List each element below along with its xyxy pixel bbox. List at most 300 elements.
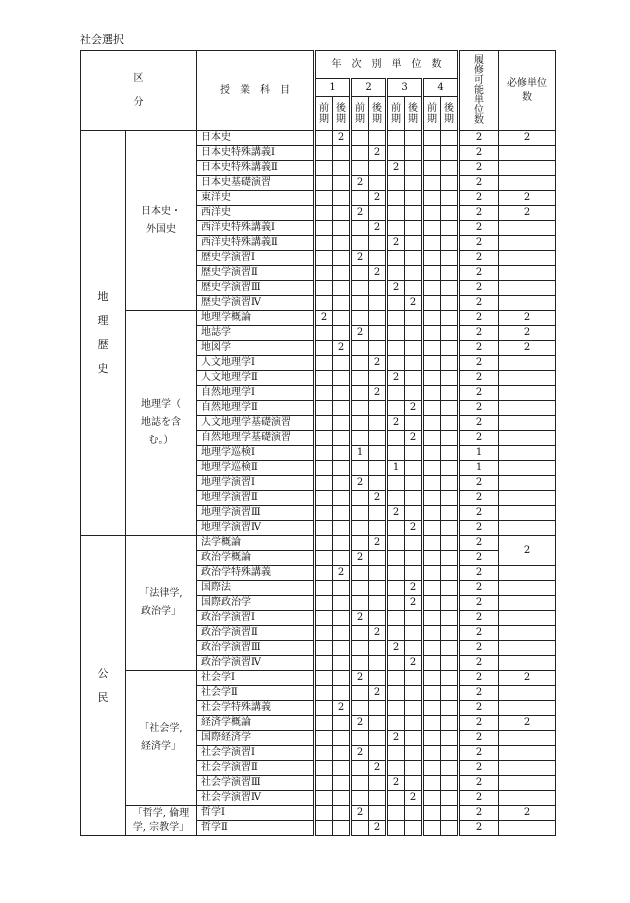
term-unit-cell	[423, 131, 441, 146]
subject-cell: 哲学Ⅰ	[197, 806, 315, 821]
subject-cell: 国際政治学	[197, 596, 315, 611]
subject-cell: 日本史基礎演習	[197, 176, 315, 191]
group-cell: 「法律学, 政治学」	[126, 536, 197, 671]
term-unit-cell	[441, 161, 459, 176]
term-unit-cell	[441, 236, 459, 251]
term-unit-cell	[333, 446, 351, 461]
term-unit-cell	[315, 251, 333, 266]
term-unit-cell	[423, 806, 441, 821]
available-units-cell: 2	[459, 251, 499, 266]
term-unit-cell	[315, 356, 333, 371]
first-term-header: 前 期	[387, 97, 405, 131]
subject-cell: 歴史学演習Ⅲ	[197, 281, 315, 296]
term-unit-cell	[351, 461, 369, 476]
term-unit-cell	[441, 386, 459, 401]
term-unit-cell	[387, 431, 405, 446]
term-unit-cell	[333, 821, 351, 836]
term-unit-cell	[351, 281, 369, 296]
subject-cell: 地理学演習Ⅱ	[197, 491, 315, 506]
term-unit-cell	[387, 656, 405, 671]
term-unit-cell	[423, 311, 441, 326]
term-unit-cell	[333, 491, 351, 506]
second-term-header: 後 期	[333, 97, 351, 131]
term-unit-cell	[315, 626, 333, 641]
term-unit-cell	[441, 581, 459, 596]
term-unit-cell	[351, 626, 369, 641]
term-unit-cell	[441, 806, 459, 821]
term-unit-cell	[441, 791, 459, 806]
term-unit-cell: 2	[351, 206, 369, 221]
available-units-cell: 2	[459, 161, 499, 176]
term-unit-cell: 1	[387, 461, 405, 476]
term-unit-cell	[441, 521, 459, 536]
term-unit-cell	[423, 296, 441, 311]
term-unit-cell	[387, 701, 405, 716]
term-unit-cell	[333, 461, 351, 476]
available-units-cell: 2	[459, 656, 499, 671]
term-unit-cell	[405, 701, 423, 716]
available-units-cell: 2	[459, 731, 499, 746]
term-unit-cell	[315, 296, 333, 311]
term-unit-cell: 2	[405, 296, 423, 311]
subject-cell: 人文地理学基礎演習	[197, 416, 315, 431]
year-3-header: 3	[387, 79, 423, 97]
subject-cell: 自然地理学Ⅰ	[197, 386, 315, 401]
available-units-cell: 2	[459, 236, 499, 251]
term-unit-cell	[441, 446, 459, 461]
term-unit-cell	[423, 716, 441, 731]
available-units-cell: 2	[459, 581, 499, 596]
subject-cell: 政治学特殊講義	[197, 566, 315, 581]
term-unit-cell	[333, 716, 351, 731]
term-unit-cell: 2	[405, 401, 423, 416]
term-unit-cell	[423, 476, 441, 491]
term-unit-cell	[369, 731, 387, 746]
term-unit-cell	[333, 671, 351, 686]
term-unit-cell	[387, 176, 405, 191]
term-unit-cell	[333, 281, 351, 296]
available-units-cell: 2	[459, 671, 499, 686]
term-unit-cell	[387, 746, 405, 761]
required-units-cell	[499, 791, 556, 806]
available-units-cell: 2	[459, 716, 499, 731]
term-unit-cell	[405, 371, 423, 386]
term-unit-cell	[423, 371, 441, 386]
term-unit-cell	[423, 341, 441, 356]
term-unit-cell	[423, 326, 441, 341]
required-units-cell: 2	[499, 716, 556, 731]
second-term-header: 後 期	[369, 97, 387, 131]
term-unit-cell	[441, 251, 459, 266]
subject-cell: 地誌学	[197, 326, 315, 341]
term-unit-cell	[441, 176, 459, 191]
term-unit-cell	[423, 761, 441, 776]
term-unit-cell	[405, 491, 423, 506]
term-unit-cell	[405, 326, 423, 341]
term-unit-cell	[441, 506, 459, 521]
term-unit-cell	[387, 206, 405, 221]
available-units-header: 履修可能単位数	[459, 51, 499, 131]
available-units-cell: 2	[459, 401, 499, 416]
term-unit-cell	[315, 761, 333, 776]
term-unit-cell	[333, 236, 351, 251]
available-units-cell: 2	[459, 521, 499, 536]
available-units-cell: 2	[459, 611, 499, 626]
term-unit-cell: 2	[369, 821, 387, 836]
subject-cell: 西洋史特殊講義Ⅱ	[197, 236, 315, 251]
subject-cell: 地理学巡検Ⅱ	[197, 461, 315, 476]
subject-cell: 社会学演習Ⅰ	[197, 746, 315, 761]
term-unit-cell: 2	[369, 491, 387, 506]
term-unit-cell	[423, 551, 441, 566]
available-units-cell: 1	[459, 446, 499, 461]
term-unit-cell	[351, 521, 369, 536]
term-unit-cell	[351, 491, 369, 506]
term-unit-cell: 2	[405, 656, 423, 671]
required-units-cell	[499, 371, 556, 386]
term-unit-cell	[405, 716, 423, 731]
term-unit-cell	[315, 131, 333, 146]
term-unit-cell	[441, 566, 459, 581]
term-unit-cell: 2	[369, 191, 387, 206]
term-unit-cell	[315, 221, 333, 236]
term-unit-cell	[333, 611, 351, 626]
term-unit-cell	[405, 356, 423, 371]
term-unit-cell	[369, 176, 387, 191]
term-unit-cell	[405, 821, 423, 836]
group-cell: 「社会学, 経済学」	[126, 671, 197, 806]
term-unit-cell	[423, 626, 441, 641]
available-units-cell: 2	[459, 776, 499, 791]
term-unit-cell	[387, 806, 405, 821]
available-units-cell: 2	[459, 626, 499, 641]
term-unit-cell	[405, 641, 423, 656]
first-term-header: 前 期	[423, 97, 441, 131]
term-unit-cell	[315, 281, 333, 296]
term-unit-cell	[315, 416, 333, 431]
term-unit-cell	[405, 221, 423, 236]
term-unit-cell	[333, 371, 351, 386]
subject-cell: 政治学概論	[197, 551, 315, 566]
term-unit-cell	[369, 611, 387, 626]
term-unit-cell	[315, 371, 333, 386]
required-units-cell	[499, 386, 556, 401]
term-unit-cell	[441, 821, 459, 836]
term-unit-cell	[441, 731, 459, 746]
required-units-cell	[499, 401, 556, 416]
term-unit-cell	[351, 311, 369, 326]
term-unit-cell	[441, 776, 459, 791]
term-unit-cell	[405, 626, 423, 641]
term-unit-cell	[441, 491, 459, 506]
term-unit-cell	[315, 806, 333, 821]
term-unit-cell	[405, 131, 423, 146]
required-units-cell	[499, 266, 556, 281]
term-unit-cell	[387, 401, 405, 416]
second-term-header: 後 期	[405, 97, 423, 131]
term-unit-cell	[441, 416, 459, 431]
term-unit-cell	[405, 686, 423, 701]
subject-cell: 人文地理学Ⅰ	[197, 356, 315, 371]
term-unit-cell	[351, 341, 369, 356]
term-unit-cell	[387, 581, 405, 596]
term-unit-cell	[387, 446, 405, 461]
term-unit-cell	[333, 641, 351, 656]
term-unit-cell	[333, 206, 351, 221]
term-unit-cell	[423, 491, 441, 506]
term-unit-cell	[333, 161, 351, 176]
term-unit-cell	[405, 416, 423, 431]
first-term-header: 前 期	[315, 97, 333, 131]
term-unit-cell	[333, 146, 351, 161]
term-unit-cell	[441, 716, 459, 731]
term-unit-cell	[315, 431, 333, 446]
subject-cell: 政治学演習Ⅱ	[197, 626, 315, 641]
term-unit-cell	[315, 341, 333, 356]
term-unit-cell	[369, 506, 387, 521]
term-unit-cell	[315, 656, 333, 671]
term-unit-cell: 2	[333, 131, 351, 146]
term-unit-cell	[369, 596, 387, 611]
term-unit-cell	[423, 146, 441, 161]
term-unit-cell	[315, 266, 333, 281]
term-unit-cell	[423, 416, 441, 431]
term-unit-cell	[423, 356, 441, 371]
term-unit-cell	[423, 791, 441, 806]
term-unit-cell	[369, 656, 387, 671]
term-unit-cell	[369, 296, 387, 311]
subject-cell: 社会学Ⅰ	[197, 671, 315, 686]
subject-cell: 社会学特殊講義	[197, 701, 315, 716]
available-units-cell: 2	[459, 506, 499, 521]
required-units-cell	[499, 521, 556, 536]
available-units-cell: 2	[459, 641, 499, 656]
available-units-cell: 2	[459, 806, 499, 821]
subject-cell: 社会学演習Ⅱ	[197, 761, 315, 776]
subject-cell: 日本史特殊講義Ⅰ	[197, 146, 315, 161]
term-unit-cell	[441, 311, 459, 326]
term-unit-cell	[351, 161, 369, 176]
term-unit-cell: 2	[351, 671, 369, 686]
term-unit-cell	[333, 401, 351, 416]
term-unit-cell	[333, 251, 351, 266]
term-unit-cell	[423, 221, 441, 236]
required-units-cell	[499, 161, 556, 176]
term-unit-cell	[387, 521, 405, 536]
term-unit-cell	[423, 191, 441, 206]
term-unit-cell	[315, 536, 333, 551]
required-units-cell	[499, 146, 556, 161]
available-units-cell: 2	[459, 206, 499, 221]
term-unit-cell	[405, 386, 423, 401]
available-units-cell: 2	[459, 266, 499, 281]
term-unit-cell	[405, 566, 423, 581]
term-unit-cell	[441, 356, 459, 371]
required-units-cell	[499, 236, 556, 251]
term-unit-cell	[387, 566, 405, 581]
term-unit-cell	[369, 566, 387, 581]
available-units-cell: 2	[459, 431, 499, 446]
term-unit-cell	[333, 311, 351, 326]
available-units-cell: 2	[459, 746, 499, 761]
available-units-cell: 2	[459, 146, 499, 161]
required-units-cell	[499, 506, 556, 521]
table-header	[81, 51, 556, 131]
required-units-cell	[499, 626, 556, 641]
term-unit-cell	[405, 671, 423, 686]
available-units-cell: 1	[459, 461, 499, 476]
term-unit-cell	[351, 731, 369, 746]
area-cell: 地 理 歴 史	[81, 131, 126, 536]
term-unit-cell	[351, 566, 369, 581]
term-unit-cell	[405, 551, 423, 566]
term-unit-cell: 2	[369, 386, 387, 401]
subject-cell: 西洋史特殊講義Ⅰ	[197, 221, 315, 236]
term-unit-cell	[387, 476, 405, 491]
term-unit-cell	[441, 131, 459, 146]
available-units-cell: 2	[459, 371, 499, 386]
term-unit-cell	[387, 251, 405, 266]
term-unit-cell	[351, 371, 369, 386]
term-unit-cell	[441, 746, 459, 761]
subject-cell: 地理学演習Ⅳ	[197, 521, 315, 536]
required-units-cell	[499, 821, 556, 836]
term-unit-cell	[315, 686, 333, 701]
required-units-cell	[499, 281, 556, 296]
term-unit-cell: 2	[405, 431, 423, 446]
term-unit-cell	[333, 776, 351, 791]
required-units-cell	[499, 746, 556, 761]
term-unit-cell	[387, 821, 405, 836]
term-unit-cell: 2	[351, 326, 369, 341]
required-units-cell: 2	[499, 191, 556, 206]
term-unit-cell: 2	[351, 176, 369, 191]
term-unit-cell	[387, 266, 405, 281]
term-unit-cell: 2	[369, 761, 387, 776]
term-unit-cell	[423, 266, 441, 281]
term-unit-cell: 2	[387, 281, 405, 296]
term-unit-cell	[369, 641, 387, 656]
document-title: 社会選択	[80, 33, 124, 46]
term-unit-cell	[441, 206, 459, 221]
term-unit-cell	[387, 386, 405, 401]
term-unit-cell	[333, 221, 351, 236]
term-unit-cell	[351, 131, 369, 146]
term-unit-cell: 2	[333, 341, 351, 356]
term-unit-cell	[405, 191, 423, 206]
term-unit-cell	[423, 656, 441, 671]
term-unit-cell	[351, 641, 369, 656]
term-unit-cell	[315, 446, 333, 461]
table-row	[81, 671, 556, 686]
term-unit-cell	[333, 476, 351, 491]
available-units-cell: 2	[459, 326, 499, 341]
term-unit-cell	[423, 731, 441, 746]
term-unit-cell	[423, 641, 441, 656]
table-row	[81, 806, 556, 821]
table-row	[81, 311, 556, 326]
term-unit-cell	[387, 626, 405, 641]
term-unit-cell	[351, 386, 369, 401]
term-unit-cell	[369, 236, 387, 251]
required-units-cell	[499, 461, 556, 476]
term-unit-cell	[423, 506, 441, 521]
term-unit-cell	[351, 821, 369, 836]
available-units-cell: 2	[459, 536, 499, 551]
term-unit-cell	[441, 191, 459, 206]
term-unit-cell	[369, 701, 387, 716]
required-units-cell: 2	[499, 806, 556, 821]
term-unit-cell	[369, 206, 387, 221]
term-unit-cell	[351, 146, 369, 161]
term-unit-cell	[441, 656, 459, 671]
term-unit-cell	[441, 626, 459, 641]
term-unit-cell	[441, 371, 459, 386]
term-unit-cell: 2	[387, 506, 405, 521]
term-unit-cell	[387, 326, 405, 341]
term-unit-cell	[333, 431, 351, 446]
subject-cell: 西洋史	[197, 206, 315, 221]
term-unit-cell: 2	[351, 716, 369, 731]
term-unit-cell: 2	[369, 536, 387, 551]
term-unit-cell	[423, 281, 441, 296]
term-unit-cell: 2	[369, 686, 387, 701]
required-units-cell: 2	[499, 536, 556, 566]
term-unit-cell	[315, 176, 333, 191]
term-unit-cell: 2	[315, 311, 333, 326]
term-unit-cell	[423, 251, 441, 266]
term-unit-cell	[315, 206, 333, 221]
term-unit-cell	[405, 311, 423, 326]
term-unit-cell	[387, 611, 405, 626]
required-units-cell	[499, 701, 556, 716]
term-unit-cell	[369, 401, 387, 416]
term-unit-cell	[315, 401, 333, 416]
term-unit-cell	[315, 236, 333, 251]
term-unit-cell	[333, 746, 351, 761]
available-units-cell: 2	[459, 176, 499, 191]
term-unit-cell	[387, 551, 405, 566]
subject-cell: 自然地理学Ⅱ	[197, 401, 315, 416]
required-units-header: 必修単位数	[499, 51, 556, 131]
term-unit-cell	[423, 461, 441, 476]
available-units-cell: 2	[459, 311, 499, 326]
term-unit-cell	[351, 596, 369, 611]
available-units-cell: 2	[459, 761, 499, 776]
term-unit-cell: 2	[351, 551, 369, 566]
required-units-cell	[499, 731, 556, 746]
term-unit-cell	[423, 236, 441, 251]
term-unit-cell	[315, 641, 333, 656]
term-unit-cell	[423, 521, 441, 536]
term-unit-cell	[315, 476, 333, 491]
term-unit-cell	[405, 731, 423, 746]
term-unit-cell	[369, 431, 387, 446]
term-unit-cell	[333, 521, 351, 536]
required-units-cell	[499, 656, 556, 671]
subject-cell: 日本史	[197, 131, 315, 146]
term-unit-cell: 2	[351, 251, 369, 266]
required-units-cell	[499, 431, 556, 446]
term-unit-cell	[351, 356, 369, 371]
term-unit-cell	[369, 416, 387, 431]
available-units-cell: 2	[459, 821, 499, 836]
term-unit-cell	[405, 536, 423, 551]
available-units-cell: 2	[459, 386, 499, 401]
term-unit-cell	[315, 716, 333, 731]
required-units-cell: 2	[499, 341, 556, 356]
subject-cell: 自然地理学基礎演習	[197, 431, 315, 446]
